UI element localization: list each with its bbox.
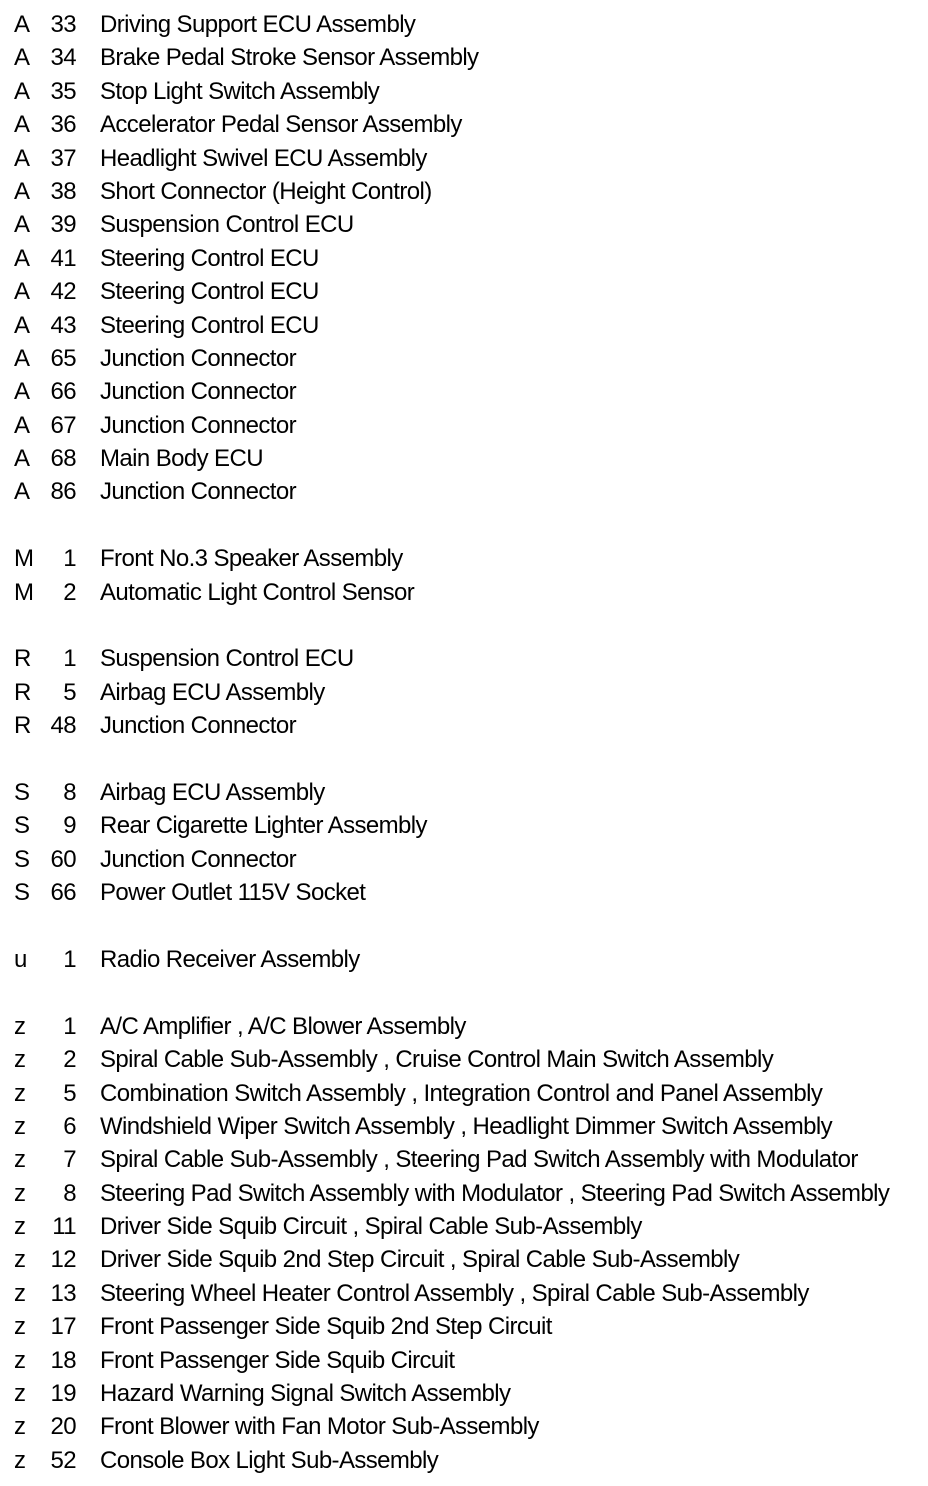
- connector-prefix: A: [14, 445, 30, 473]
- connector-row: [0, 309, 928, 342]
- connector-prefix: z: [14, 1046, 26, 1074]
- connector-row: [0, 1010, 928, 1043]
- connector-row: [0, 375, 928, 408]
- connector-row: [0, 342, 928, 375]
- connector-prefix: z: [14, 1246, 26, 1274]
- connector-description: Driving Support ECU Assembly: [100, 11, 416, 38]
- connector-prefix: R: [14, 678, 31, 706]
- connector-row: [0, 1043, 928, 1076]
- connector-description: A/C Amplifier , A/C Blower Assembly: [100, 1012, 466, 1040]
- connector-number: 52: [50, 1446, 76, 1474]
- connector-row: [0, 1177, 928, 1210]
- connector-number: 5: [63, 1079, 76, 1107]
- connector-number: 19: [50, 1380, 76, 1408]
- connector-number: 5: [63, 678, 76, 706]
- connector-number: 11: [52, 1213, 76, 1241]
- connector-prefix: z: [14, 1413, 26, 1441]
- connector-number: 34: [50, 44, 76, 72]
- connector-number: 33: [50, 11, 76, 38]
- connector-description: Rear Cigarette Lighter Assembly: [100, 812, 427, 840]
- connector-number: 17: [50, 1313, 76, 1341]
- connector-row: [0, 709, 928, 742]
- connector-number: 66: [50, 378, 76, 406]
- connector-row: [0, 843, 928, 876]
- connector-prefix: A: [14, 378, 30, 406]
- connector-description: Stop Light Switch Assembly: [100, 77, 380, 105]
- connector-number: 13: [50, 1279, 76, 1307]
- connector-row: [0, 943, 928, 976]
- connector-number: 43: [50, 311, 76, 339]
- connector-number: 6: [63, 1112, 76, 1140]
- connector-row: [0, 41, 928, 74]
- connector-prefix: A: [14, 344, 30, 372]
- connector-description: Hazard Warning Signal Switch Assembly: [100, 1380, 511, 1408]
- connector-number: 20: [50, 1413, 76, 1441]
- connector-prefix: z: [14, 1279, 26, 1307]
- connector-prefix: z: [14, 1079, 26, 1107]
- group-separator: [0, 509, 928, 542]
- connector-description: Junction Connector: [100, 378, 296, 406]
- connector-prefix: A: [14, 77, 30, 105]
- connector-row: [0, 242, 928, 275]
- connector-number: 1: [63, 1012, 76, 1040]
- connector-prefix: A: [14, 411, 30, 439]
- connector-description: Steering Wheel Heater Control Assembly , Spiral Cable Sub-Assembly: [100, 1279, 809, 1307]
- connector-number: 66: [50, 879, 76, 907]
- connector-number: 8: [63, 778, 76, 806]
- connector-number: 18: [50, 1346, 76, 1374]
- connector-description: Spiral Cable Sub-Assembly , Steering Pad Switch Assembly with Modulator: [100, 1146, 858, 1174]
- connector-number: 39: [50, 211, 76, 239]
- connector-row: [0, 1210, 928, 1243]
- connector-description: Spiral Cable Sub-Assembly , Cruise Control Main Switch Assembly: [100, 1046, 774, 1074]
- connector-number: 2: [63, 1046, 76, 1074]
- connector-number: 65: [50, 344, 76, 372]
- connector-prefix: z: [14, 1346, 26, 1374]
- connector-prefix: z: [14, 1213, 26, 1241]
- connector-prefix: A: [14, 311, 30, 339]
- connector-number: 8: [63, 1179, 76, 1207]
- connector-row: [0, 776, 928, 809]
- connector-description: Steering Control ECU: [100, 278, 319, 306]
- connector-prefix: z: [14, 1446, 26, 1474]
- connector-row: [0, 275, 928, 308]
- connector-row: [0, 1444, 928, 1477]
- connector-row: [0, 676, 928, 709]
- connector-row: [0, 1077, 928, 1110]
- connector-row: [0, 409, 928, 442]
- connector-number: 38: [50, 177, 76, 205]
- connector-prefix: z: [14, 1313, 26, 1341]
- connector-prefix: z: [14, 1112, 26, 1140]
- connector-description: Driver Side Squib 2nd Step Circuit , Spiral Cable Sub-Assembly: [100, 1246, 740, 1274]
- connector-row: [0, 475, 928, 508]
- connector-prefix: R: [14, 645, 31, 673]
- connector-description: Accelerator Pedal Sensor Assembly: [100, 111, 462, 139]
- connector-number: 60: [50, 845, 76, 873]
- group-separator: [0, 910, 928, 943]
- connector-prefix: A: [14, 144, 30, 172]
- group-separator: [0, 743, 928, 776]
- connector-prefix: u: [14, 945, 27, 973]
- connector-row: [0, 75, 928, 108]
- connector-prefix: M: [14, 578, 34, 606]
- connector-description: Airbag ECU Assembly: [100, 678, 325, 706]
- connector-row: [0, 1310, 928, 1343]
- group-separator: [0, 976, 928, 1009]
- connector-number: 1: [63, 645, 76, 673]
- connector-row: [0, 1143, 928, 1176]
- connector-row: [0, 876, 928, 909]
- connector-prefix: A: [14, 111, 30, 139]
- connector-row: [0, 108, 928, 141]
- connector-number: 67: [50, 411, 76, 439]
- connector-description: Junction Connector: [100, 411, 296, 439]
- connector-row: [0, 642, 928, 675]
- connector-description: Driver Side Squib Circuit , Spiral Cable Sub-Assembly: [100, 1213, 642, 1241]
- connector-prefix: M: [14, 545, 34, 573]
- connector-description: Short Connector (Height Control): [100, 177, 432, 205]
- connector-number: 37: [50, 144, 76, 172]
- connector-number: 2: [63, 578, 76, 606]
- connector-number: 35: [50, 77, 76, 105]
- connector-prefix: R: [14, 712, 31, 740]
- connector-description: Suspension Control ECU: [100, 211, 354, 239]
- connector-prefix: z: [14, 1179, 26, 1207]
- connector-prefix: S: [14, 778, 30, 806]
- connector-row: [0, 1243, 928, 1276]
- connector-number: 41: [50, 244, 76, 272]
- connector-row: [0, 1410, 928, 1443]
- connector-prefix: z: [14, 1012, 26, 1040]
- connector-description: Front Passenger Side Squib Circuit: [100, 1346, 455, 1374]
- connector-number: 42: [50, 278, 76, 306]
- connector-number: 1: [63, 545, 76, 573]
- connector-description: Junction Connector: [100, 478, 296, 506]
- connector-description: Brake Pedal Stroke Sensor Assembly: [100, 44, 479, 72]
- connector-description: Suspension Control ECU: [100, 645, 354, 673]
- connector-row: [0, 1277, 928, 1310]
- connector-description: Automatic Light Control Sensor: [100, 578, 415, 606]
- connector-description: Windshield Wiper Switch Assembly , Headlight Dimmer Switch Assembly: [100, 1112, 833, 1140]
- connector-description: Junction Connector: [100, 344, 296, 372]
- connector-row: [0, 576, 928, 609]
- connector-prefix: A: [14, 177, 30, 205]
- connector-description: Front Passenger Side Squib 2nd Step Circuit: [100, 1313, 552, 1341]
- connector-description: Front Blower with Fan Motor Sub-Assembly: [100, 1413, 539, 1441]
- connector-row: [0, 442, 928, 475]
- connector-prefix: z: [14, 1380, 26, 1408]
- connector-row: [0, 542, 928, 575]
- connector-description: Combination Switch Assembly , Integration Control and Panel Assembly: [100, 1079, 823, 1107]
- connector-prefix: A: [14, 211, 30, 239]
- connector-description: Front No.3 Speaker Assembly: [100, 545, 403, 573]
- connector-prefix: A: [14, 244, 30, 272]
- connector-number: 7: [63, 1146, 76, 1174]
- connector-prefix: S: [14, 879, 30, 907]
- connector-number: 68: [50, 445, 76, 473]
- connector-number: 36: [50, 111, 76, 139]
- connector-prefix: S: [14, 845, 30, 873]
- connector-description: Power Outlet 115V Socket: [100, 879, 366, 907]
- connector-prefix: z: [14, 1146, 26, 1174]
- connector-prefix: A: [14, 478, 30, 506]
- connector-description: Main Body ECU: [100, 445, 263, 473]
- connector-row: [0, 1344, 928, 1377]
- connector-list: [0, 8, 928, 1477]
- connector-row: [0, 175, 928, 208]
- connector-description: Steering Pad Switch Assembly with Modulator , Steering Pad Switch Assembly: [100, 1179, 890, 1207]
- connector-number: 48: [50, 712, 76, 740]
- connector-row: [0, 208, 928, 241]
- connector-number: 86: [50, 478, 76, 506]
- connector-description: Headlight Swivel ECU Assembly: [100, 144, 427, 172]
- connector-description: Junction Connector: [100, 845, 296, 873]
- connector-description: Console Box Light Sub-Assembly: [100, 1446, 439, 1474]
- connector-prefix: A: [14, 11, 30, 38]
- connector-number: 12: [50, 1246, 76, 1274]
- connector-row: [0, 809, 928, 842]
- connector-row: [0, 142, 928, 175]
- connector-description: Radio Receiver Assembly: [100, 945, 360, 973]
- connector-prefix: S: [14, 812, 30, 840]
- connector-description: Steering Control ECU: [100, 311, 319, 339]
- connector-row: [0, 8, 928, 41]
- group-separator: [0, 609, 928, 642]
- connector-description: Airbag ECU Assembly: [100, 778, 325, 806]
- connector-row: [0, 1377, 928, 1410]
- connector-description: Steering Control ECU: [100, 244, 319, 272]
- connector-number: 9: [63, 812, 76, 840]
- connector-number: 1: [63, 945, 76, 973]
- connector-row: [0, 1110, 928, 1143]
- connector-prefix: A: [14, 44, 30, 72]
- connector-prefix: A: [14, 278, 30, 306]
- connector-description: Junction Connector: [100, 712, 296, 740]
